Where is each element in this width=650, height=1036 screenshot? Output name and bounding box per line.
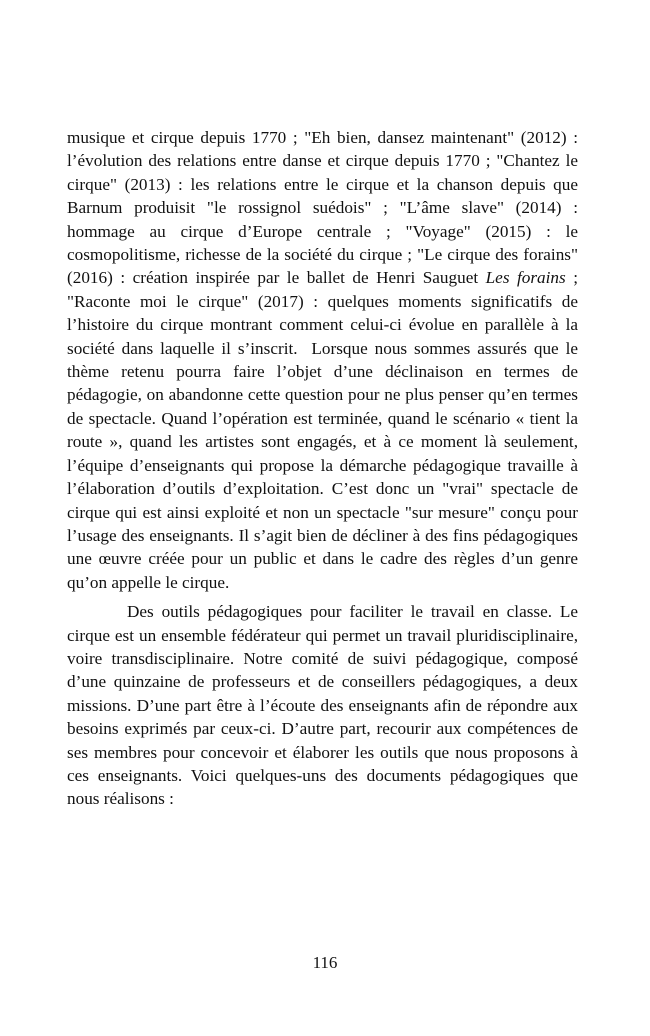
paragraph-2-text: Des outils pédagogiques pour faciliter le travail en classe. Le cirque est un ensemble fédérateur qui permet un travail pluridisciplinaire, voire transdisciplinaire. Notre comité de suivi pédagogique, composé d’une quinzaine de professeurs et de conseillers pédagogiques, a deux missions. D’une part être à l’écoute des enseignants afin de répondre aux besoins exprimés par ceux-ci. D’autre part, recourir aux compétences de ses membres pour concevoir et élaborer les outils que nous proposons à ces enseignants. Voici quelques-uns des documents pédagogiques que nous réalisons : bbox=[67, 602, 578, 809]
body-text bbox=[67, 126, 578, 811]
page-number: 116 bbox=[312, 953, 338, 972]
italic-title-les-forains: Les forains bbox=[485, 268, 566, 288]
paragraph-2 bbox=[67, 600, 578, 811]
paragraph-1 bbox=[67, 126, 578, 594]
paragraph-1-text-b: ; "Raconte moi le cirque" (2017) : quelques moments significatifs de l’histoire du cirque montrant comment celui-ci évolue en parallèle à la société dans laquelle il s’inscrit. Lorsque nous sommes assurés que le thème retenu pourra faire l’objet d’une déclinaison en termes de pédagogie, on abandonne cette question pour ne plus penser qu’en termes de spectacle. Quand l’opération est terminée, quand le scénario « tient la route », quand les artistes sont engagés, et à ce moment là seulement, l’équipe d’enseignants qui propose la démarche pédagogique travaille à l’élaboration d’outils d’exploitation. C’est donc un "vrai" spectacle de cirque qui est ainsi exploité et non un spectacle "sur mesure" conçu pour l’usage des enseignants. Il s’agit bien de décliner à des fins pédagogiques une œuvre créée pour un public et dans le cadre des règles d’un genre qu’on appelle le cirque. bbox=[67, 268, 578, 592]
paragraph-1-text-a: musique et cirque depuis 1770 ; "Eh bien, dansez maintenant" (2012) : l’évolution des relations entre danse et cirque depuis 1770 ; "Chantez le cirque" (2013) : les relations entre le cirque et la chanson depuis que Barnum produisit "le rossignol suédois" ; "L’âme slave" (2014) : hommage au cirque d’Europe centrale ; "Voyage" (2015) : le cosmopolitisme, richesse de la société du cirque ; "Le cirque des forains" (2016) : création inspirée par le ballet de Henri Sauguet bbox=[67, 128, 578, 288]
